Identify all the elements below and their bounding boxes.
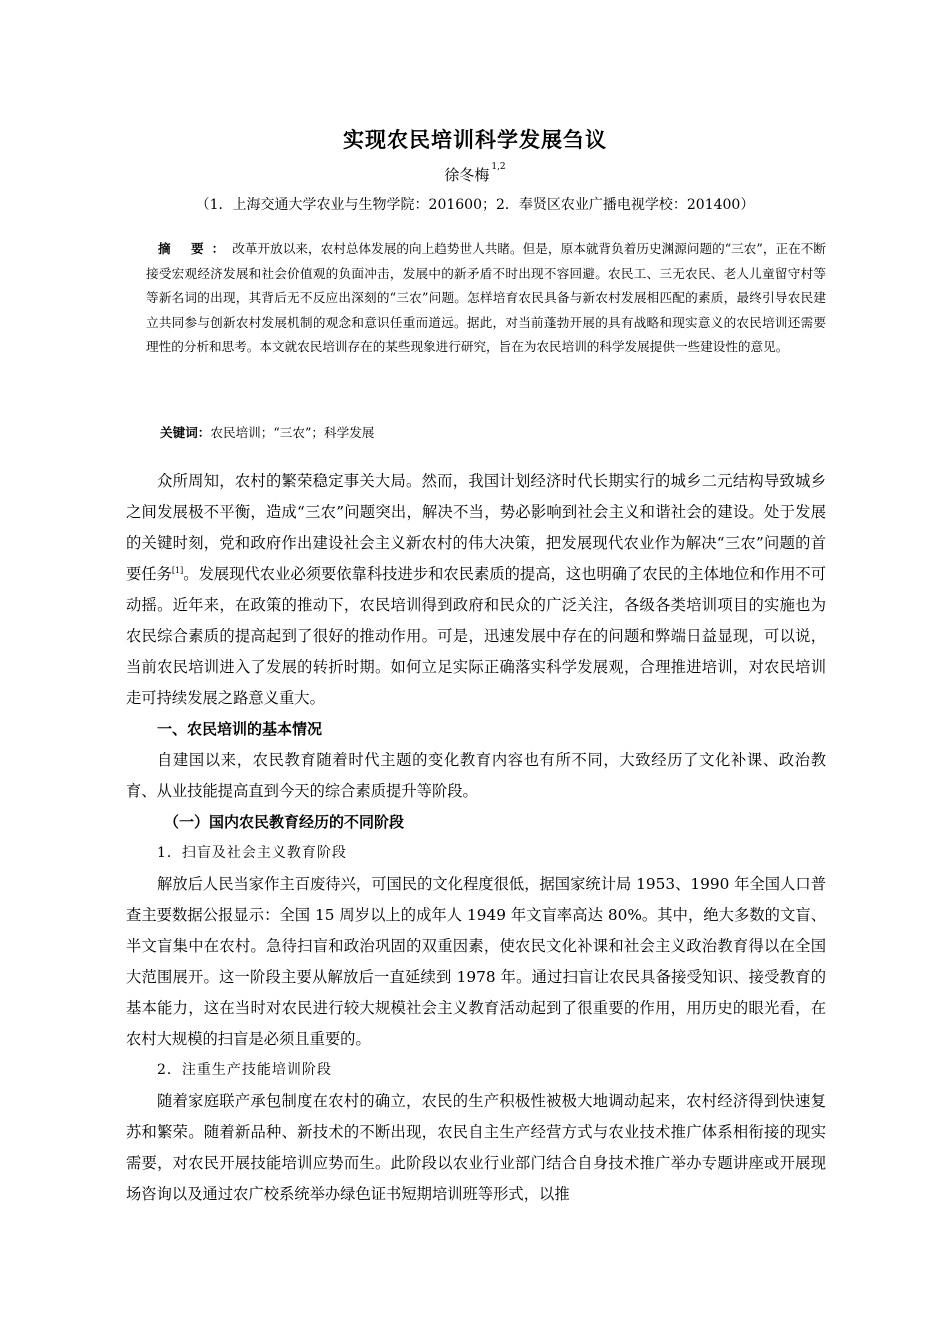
subsection-heading: （一）国内农民教育经历的不同阶段 [164,813,405,831]
stage-paragraph-1: 解放后人民当家作主百废待兴，可国民的文化程度很低，据国家统计局 1953、1990 年全国人口普查主要数据公报显示：全国 15 周岁以上的成年人 1949 年文盲率高达 80%。其中，绝大多数的文盲、半文盲集中在农村。急待扫盲和政治巩固的双重因素，使农民文化补课和社会主义政治教育得以在全国大范围展开。这一阶段主要从解放后一直延续到 1978 年。通过扫盲让农民具备接受知识、接受教育的基本能力，这在当时对农民进行较大规模社会主义教育活动起到了很重要的作用，用历史的眼光看，在农村大规模的扫盲是必须且重要的。 [126,875,826,1048]
section-paragraph: 自建国以来，农民教育随着时代主题的变化教育内容也有所不同，大致经历了文化补课、政治教育、从业技能提高直到今天的综合素质提升等阶段。 [126,751,826,800]
author-line [0,164,950,185]
intro-paragraph [126,466,826,714]
author-affiliation-marker: 1,2 [491,162,506,172]
abstract-label: 摘 要： [158,241,233,256]
stage-paragraph-2: 随着家庭联产承包制度在农村的确立，农民的生产积极性被极大地调动起来，农村经济得到快速复苏和繁荣。随着新品种、新技术的不断出现，农民自主生产经营方式与农业技术推广体系相衔接的现实需要，对农民开展技能培训应势而生。此阶段以农业行业部门结合自身技术推广举办专题讲座或开展现场咨询以及通过农广校系统举办绿色证书短期培训班等形式，以推 [126,1092,826,1203]
body-text [126,466,826,1210]
affiliation-line: （1．上海交通大学农业与生物学院：201600；2．奉贤区农业广播电视学校：201400） [195,197,755,213]
abstract-text: 改革开放以来，农村总体发展的向上趋势世人共睹。但是，原本就背负着历史渊源问题的“三农”，正在不断接受宏观经济发展和社会价值观的负面冲击，发展中的新矛盾不时出现不容回避。农民工、三无农民、老人儿童留守村等等新名词的出现，其背后无不反应出深刻的“三农”问题。怎样培育农民具备与新农村发展相匹配的素质，最终引导农民建立共同参与创新农村发展机制的观念和意识任重而道远。据此，对当前蓬勃开展的具有战略和现实意义的农民培训还需要理性的分析和思考。本文就农民培训存在的某些现象进行研究，旨在为农民培训的科学发展提供一些建设性的意见。 [146,241,826,355]
abstract-block [146,237,826,360]
stage-heading-2: 2．注重生产技能培训阶段 [157,1062,332,1078]
intro-text-part2: 。发展现代农业必须要依靠科技进步和农民素质的提高，这也明确了农民的主体地位和作用不可动摇。近年来，在政策的推动下，农民培训得到政府和民众的广泛关注，各级各类培训项目的实施也为农民综合素质的提高起到了很好的推动作用。可是，迅速发展中存在的问题和弊端日益显现，可以说，当前农民培训进入了发展的转折时期。如何立足实际正确落实科学发展观，合理推进培训，对农民培训走可持续发展之路意义重大。 [126,565,826,707]
section-heading: 一、农民培训的基本情况 [157,720,323,738]
keywords-label: 关键词： [160,425,211,440]
author-name: 徐冬梅 [444,166,490,184]
stage-heading-1: 1．扫盲及社会主义教育阶段 [157,845,347,861]
keywords-text: 农民培训；“三农”；科学发展 [210,425,375,440]
citation-ref: [1] [171,566,184,575]
intro-text-part1: 众所周知，农村的繁荣稳定事关大局。然而，我国计划经济时代长期实行的城乡二元结构导致城乡之间发展极不平衡，造成“三农”问题突出，解决不当，势必影响到社会主义和谐社会的建设。处于发展的关键时刻，党和政府作出建设社会主义新农村的伟大决策，把发展现代农业作为解决“三农”问题的首要任务 [126,472,826,583]
paper-title: 实现农民培训科学发展刍议 [343,128,607,152]
keywords-block [160,423,820,443]
